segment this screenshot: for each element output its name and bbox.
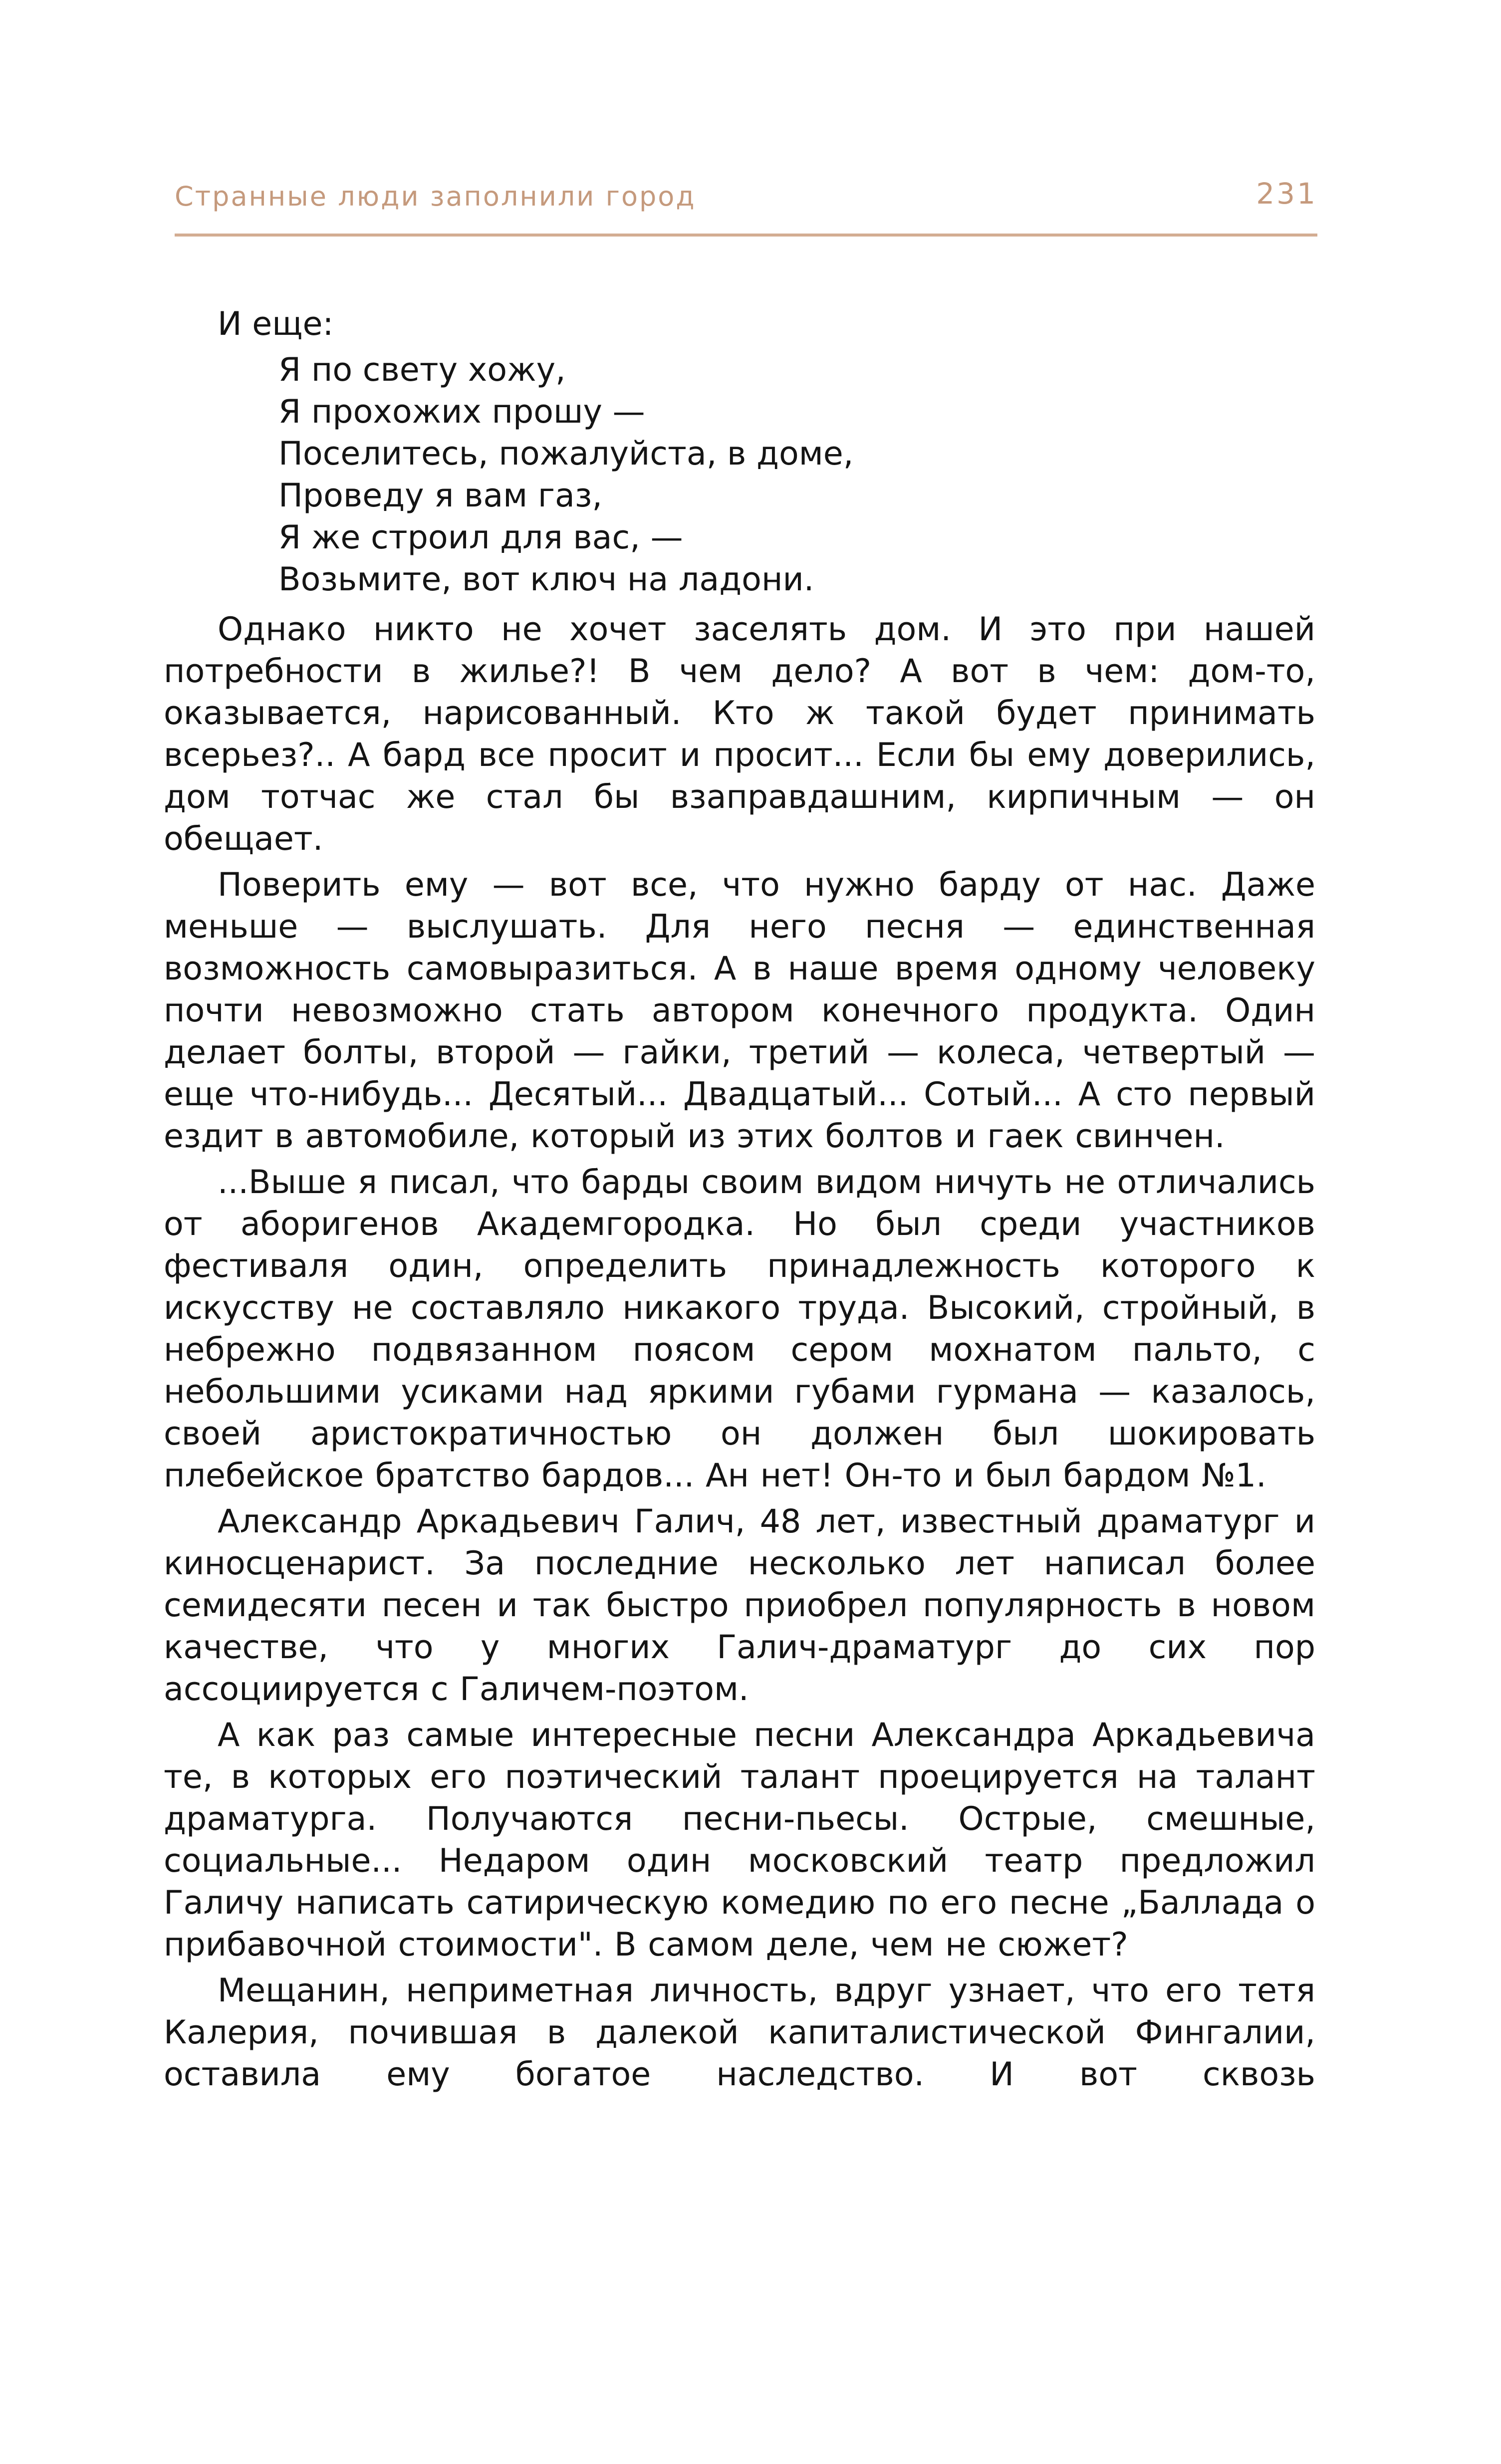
running-head: [175, 177, 1317, 231]
poem-quote: [278, 349, 1315, 601]
poem-line: Проведу я вам газ,: [278, 477, 603, 514]
intro-line: И еще:: [218, 305, 334, 343]
poem-line: Я по свету хожу,: [278, 351, 566, 389]
paragraph: Поверить ему — вот все, что нужно барду от нас. Даже меньше — выслушать. Для него песня — единственная возможность самовыразиться. А в наше время одному человеку почти невозможно стать автором конечного продукта. Один делает болты, второй — гайки, третий — колеса, четвертый — еще что-нибудь... Десятый... Двадцатый... Сотый... А сто первый ездит в автомобиле, который из этих болтов и гаек свинчен.: [164, 866, 1315, 1155]
poem-line: Возьмите, вот ключ на ладони.: [278, 561, 814, 598]
page-number: 231: [1256, 177, 1317, 211]
paragraph: Александр Аркадьевич Галич, 48 лет, известный драматург и киносценарист. За последние несколько лет написал более семидесяти песен и так быстро приобрел популярность в новом качестве, что у многих Галич-драматург до сих пор ассоциируется с Галичем-поэтом.: [164, 1503, 1315, 1708]
poem-line: Поселитесь, пожалуйста, в доме,: [278, 435, 854, 473]
header-rule: [175, 234, 1317, 237]
paragraph: Однако никто не хочет заселять дом. И это при нашей потребности в жилье?! В чем дело? А вот в чем: дом-то, оказывается, нарисованный. Кто ж такой будет принимать всерьез?.. А бард все просит и просит... Если бы ему доверились, дом тотчас же стал бы взаправдашним, кирпичным — он обещает.: [164, 611, 1315, 858]
body-text: [164, 303, 1315, 2100]
paragraph: А как раз самые интересные песни Александра Аркадьевича те, в которых его поэтический талант проецируется на талант драматурга. Получаются песни-пьесы. Острые, смешные, социальные... Недаром один московский театр предложил Галичу написать сатирическую комедию по его песне „Баллада о прибавочной стоимости". В самом деле, чем не сюжет?: [164, 1717, 1315, 1964]
paragraph: ...Выше я писал, что барды своим видом ничуть не отличались от аборигенов Академгородка. Но был среди участников фестиваля один, определить принадлежность которого к искусству не составляло никакого труда. Высокий, стройный, в небрежно подвязанном поясом сером мохнатом пальто, с небольшими усиками над яркими губами гурмана — казалось, своей аристократичностью он должен был шокировать плебейское братство бардов... Ан нет! Он-то и был бардом №1.: [164, 1164, 1315, 1494]
running-title: Странные люди заполнили город: [175, 181, 696, 212]
poem-line: Я прохожих прошу —: [278, 393, 645, 431]
poem-line: Я же строил для вас, —: [278, 519, 683, 556]
paragraph: Мещанин, неприметная личность, вдруг узнает, что его тетя Калерия, почившая в далекой капиталистической Фингалии, оставила ему богатое наследство. И вот сквозь: [164, 1972, 1315, 2093]
